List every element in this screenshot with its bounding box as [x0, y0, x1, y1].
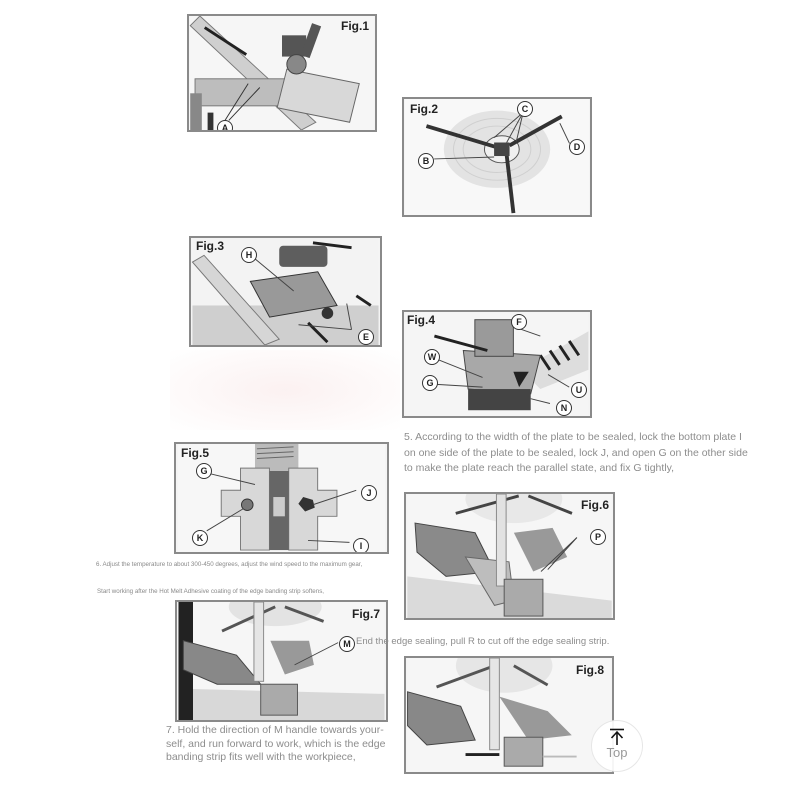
- figure-1-title: Fig.1: [340, 19, 369, 33]
- figure-7-title: Fig.7: [351, 607, 380, 621]
- callout-u: U: [571, 382, 587, 398]
- figure-2-title: Fig.2: [410, 102, 439, 116]
- figure-4-title: Fig.4: [407, 313, 436, 327]
- figure-8: [404, 656, 614, 774]
- callout-n: N: [556, 400, 572, 416]
- step-6-line-1: 6. Adjust the temperature to about 300-450 degrees, adjust the wind speed to the maximum gear,: [96, 561, 363, 568]
- callout-g-fig4: G: [422, 375, 438, 391]
- figure-3: [189, 236, 382, 347]
- callout-f: F: [511, 314, 527, 330]
- figure-5-title: Fig.5: [181, 446, 210, 460]
- figure-1: [187, 14, 377, 132]
- callout-j: J: [361, 485, 377, 501]
- callout-c: C: [517, 101, 533, 117]
- callout-k: K: [192, 530, 208, 546]
- callout-w: W: [424, 349, 440, 365]
- background-glow: [170, 350, 400, 430]
- callout-a: A: [217, 120, 233, 132]
- callout-h: H: [241, 247, 257, 263]
- callout-d: D: [569, 139, 585, 155]
- back-to-top-button[interactable]: [591, 720, 643, 772]
- figure-2: [402, 97, 592, 217]
- figure-7: [175, 600, 388, 722]
- figure-4: [402, 310, 592, 418]
- callout-m: M: [339, 636, 355, 652]
- callout-e: E: [358, 329, 374, 345]
- callout-b: B: [418, 153, 434, 169]
- step-end-text: End the edge sealing, pull R to cut off the edge sealing strip.: [356, 636, 610, 647]
- callout-p: P: [590, 529, 606, 545]
- back-to-top-label: Top: [606, 745, 628, 760]
- figure-6-illustration: [406, 494, 613, 618]
- arrow-up-to-line-icon: [609, 728, 625, 746]
- callout-g-fig5: G: [196, 463, 212, 479]
- step-7-text: 7. Hold the direction of M handle towards your-self, and run forward to work, which is the edge banding strip fits well with the workpiece,: [166, 724, 386, 763]
- figure-5: [174, 442, 389, 554]
- figure-6-title: Fig.6: [580, 498, 609, 512]
- figure-3-title: Fig.3: [196, 239, 225, 253]
- figure-8-title: Fig.8: [575, 663, 604, 677]
- step-6-line-2: Start working after the Hot Melt Adhesive coating of the edge banding strip softens,: [97, 588, 325, 595]
- figure-3-illustration: [191, 238, 380, 345]
- figure-6: [404, 492, 615, 620]
- step-5-text: 5. According to the width of the plate to be sealed, lock the bottom plate I on one side of the plate to be sealed, lock J, and open G on the other side to make the plate reach the parallel state, and fix G tightly,: [404, 431, 748, 474]
- callout-i: I: [353, 538, 369, 554]
- figure-1-illustration: [189, 16, 375, 130]
